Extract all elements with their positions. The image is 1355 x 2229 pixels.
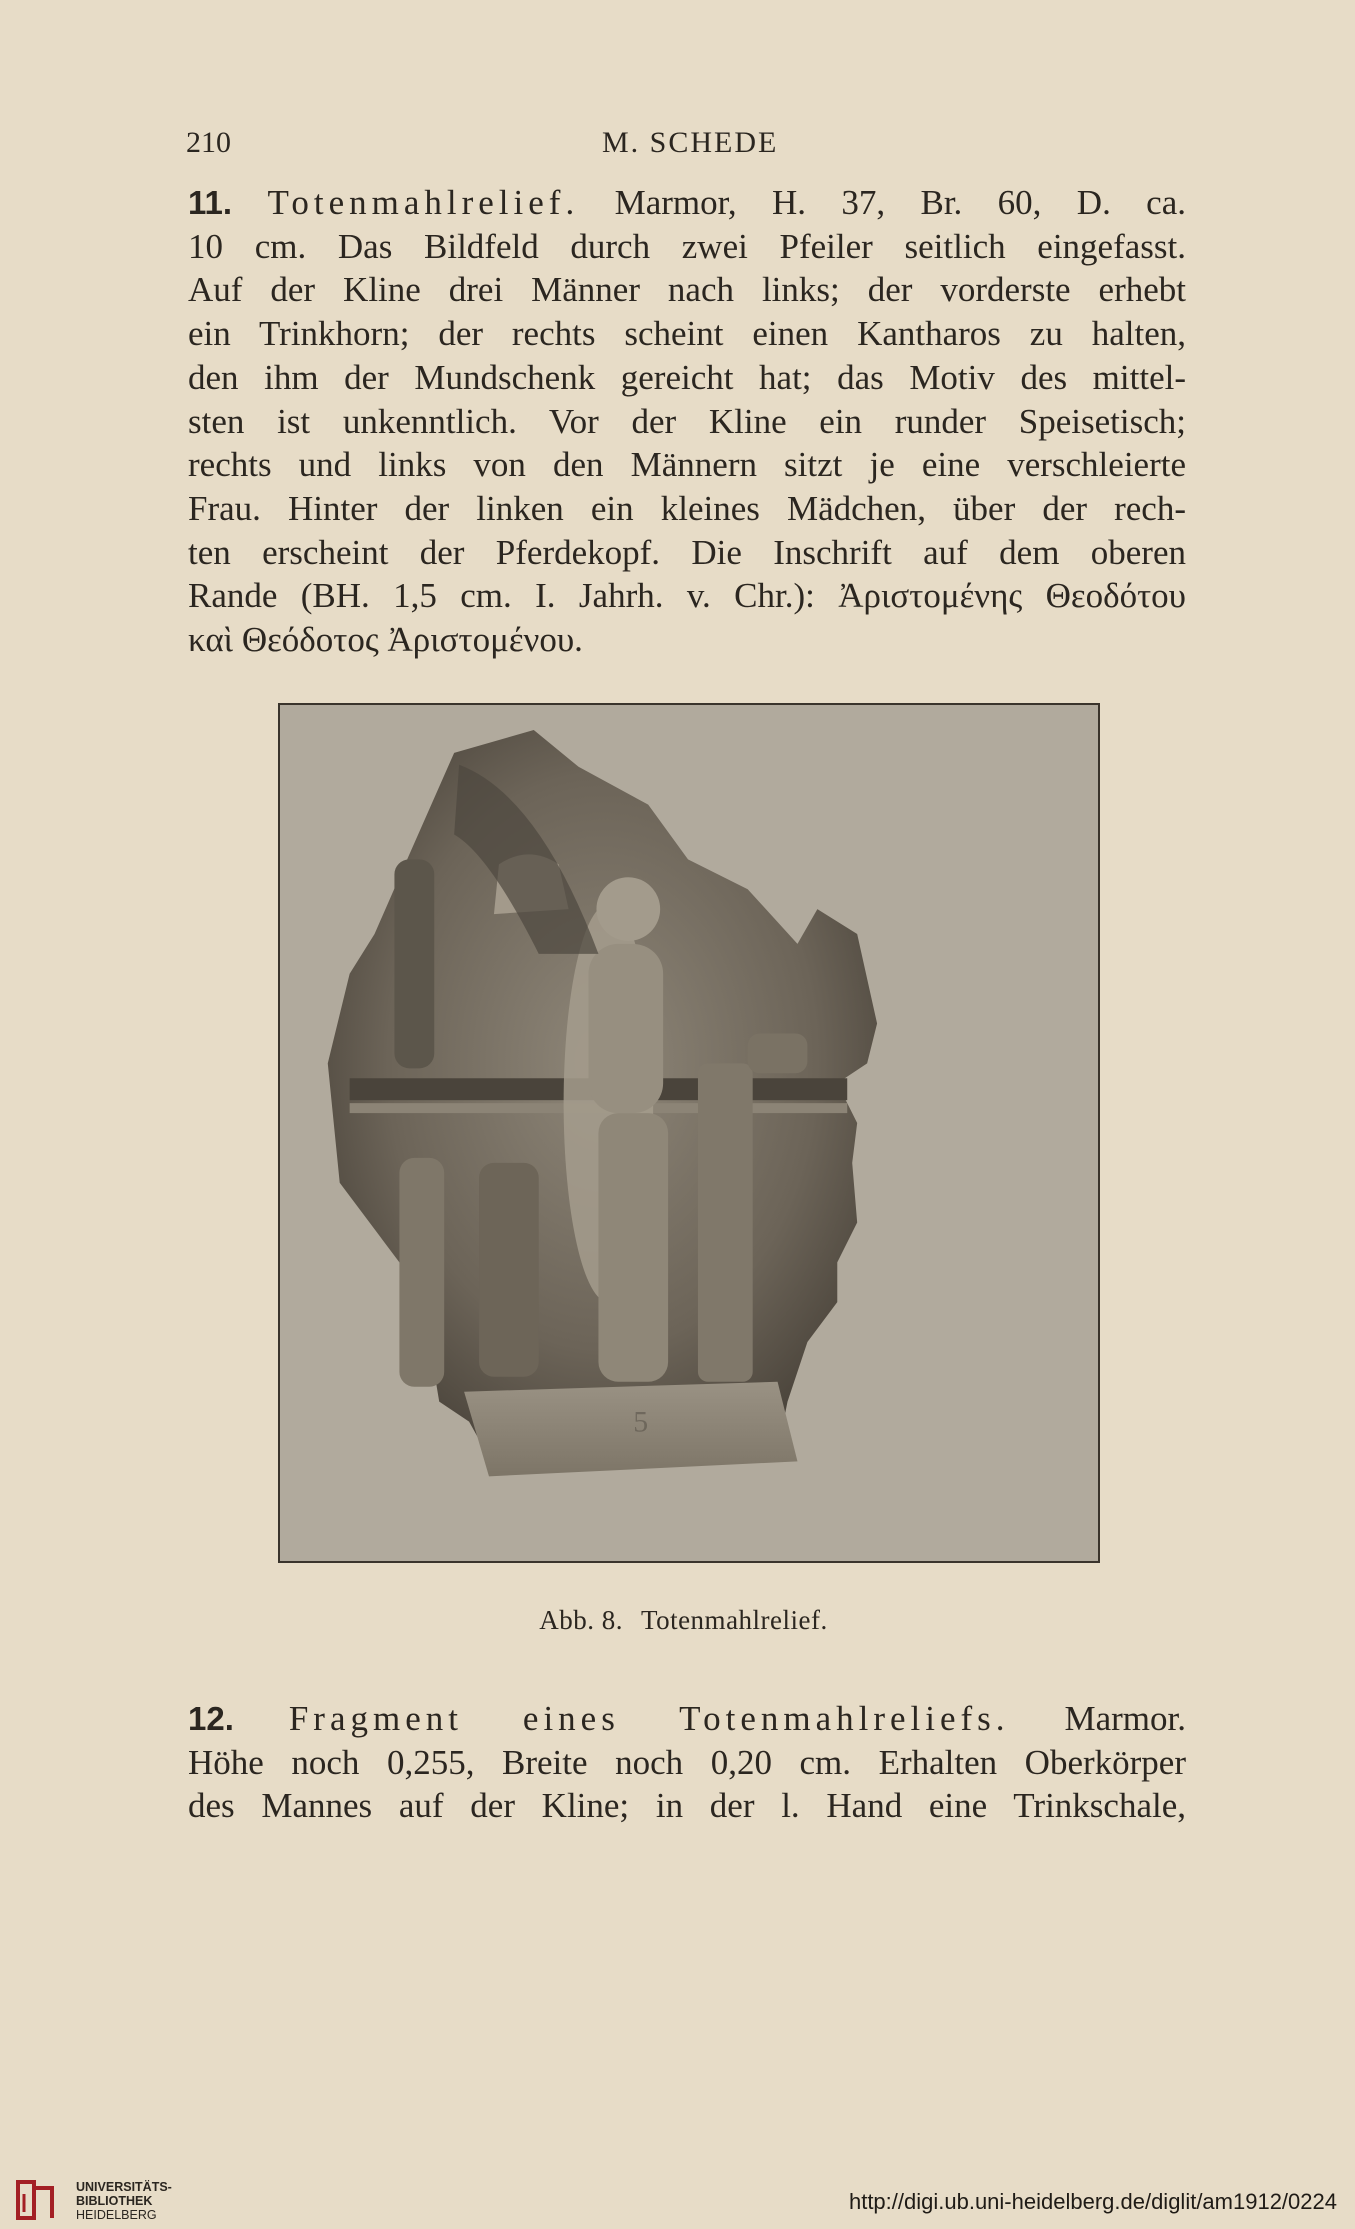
- logo-line: UNIVERSITÄTS-: [76, 2180, 172, 2194]
- svg-text:5: 5: [633, 1405, 649, 1439]
- entry-line: Rande (BH. 1,5 cm. I. Jahrh. v. Chr.): Ἀριστομένης Θεοδότου: [188, 576, 1186, 616]
- entry-line: den ihm der Mundschenk gereicht hat; das Motiv des mittel-: [188, 357, 1186, 397]
- relief-image: [280, 705, 1098, 1561]
- entry-line: des Mannes auf der Kline; in der l. Hand eine Trinkschale,: [188, 1786, 1186, 1826]
- entry-line: Frau. Hinter der linken ein kleines Mädchen, über der rech-: [188, 488, 1186, 528]
- entry-text: Marmor, H. 37, Br. 60, D. ca.: [579, 183, 1187, 222]
- catalog-entry-11: [188, 181, 1186, 662]
- entry-line: 10 cm. Das Bildfeld durch zwei Pfeiler seitlich eingefasst.: [188, 226, 1186, 266]
- entry-title: Totenmahlrelief.: [267, 183, 580, 222]
- library-logo-text: [76, 2180, 172, 2222]
- figure-caption-text: Totenmahlrelief.: [640, 1605, 828, 1635]
- entry-line: ten erscheint der Pferdekopf. Die Inschrift auf dem oberen: [188, 532, 1186, 572]
- logo-line: BIBLIOTHEK: [76, 2194, 153, 2208]
- entry-number: 11.: [188, 184, 233, 221]
- entry-line: Auf der Kline drei Männer nach links; der vorderste erhebt: [188, 270, 1186, 310]
- catalog-entry-12: [188, 1697, 1186, 1828]
- entry-number: 12.: [188, 1700, 234, 1737]
- source-url[interactable]: http://digi.ub.uni-heidelberg.de/diglit/am1912/0224: [848, 2189, 1337, 2214]
- entry-line: rechts und links von den Männern sitzt je eine verschleierte: [188, 445, 1186, 485]
- page-header: [186, 126, 1186, 166]
- logo-line: HEIDELBERG: [76, 2208, 157, 2222]
- page-number: 210: [186, 126, 231, 159]
- entry-title: Fragment eines Totenmahlreliefs.: [288, 1699, 1010, 1738]
- entry-line: ein Trinkhorn; der rechts scheint einen Kantharos zu halten,: [188, 314, 1186, 354]
- library-logo[interactable]: [12, 2178, 182, 2222]
- figure-caption: [0, 1605, 1355, 1636]
- entry-text: Marmor.: [1009, 1699, 1186, 1738]
- entry-line: [188, 1697, 1186, 1741]
- entry-line: Höhe noch 0,255, Breite noch 0,20 cm. Erhalten Oberkörper: [188, 1742, 1186, 1782]
- library-logo-icon: [12, 2178, 70, 2222]
- relief-photograph: [278, 703, 1100, 1563]
- figure-label: Abb. 8.: [539, 1605, 623, 1635]
- entry-line: καὶ Θεόδοτος Ἀριστομένου.: [188, 620, 583, 660]
- entry-line: [188, 181, 1186, 225]
- running-head-author: M. SCHEDE: [602, 126, 779, 159]
- entry-line: sten ist unkenntlich. Vor der Kline ein runder Speisetisch;: [188, 401, 1186, 441]
